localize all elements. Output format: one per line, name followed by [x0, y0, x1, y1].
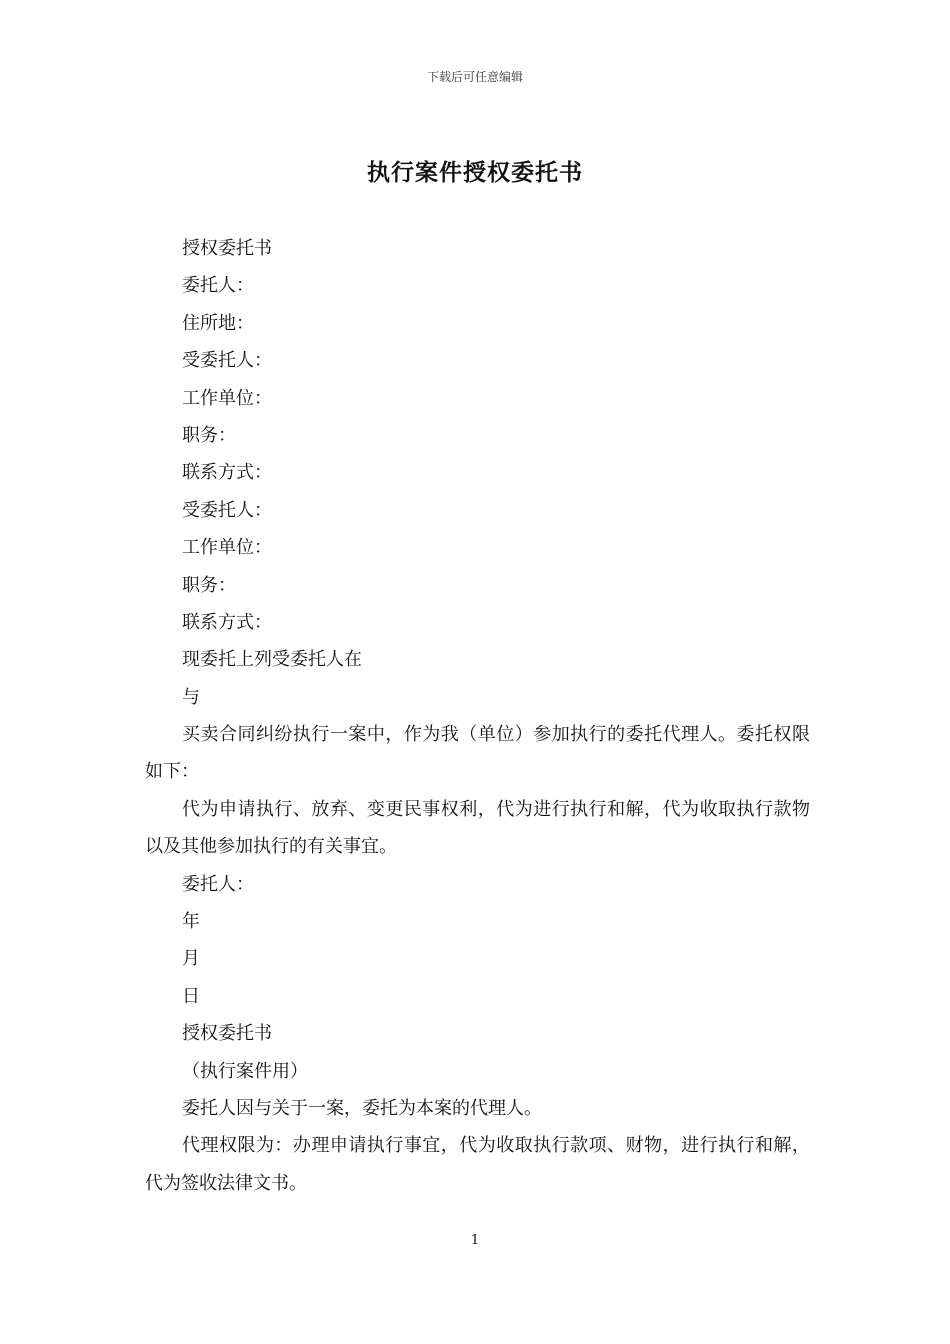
document-body [145, 230, 810, 1202]
address-line: 住所地： [182, 312, 254, 334]
position-line-2: 职务： [182, 574, 236, 596]
year-line: 年 [182, 911, 200, 933]
principal-line: 委托人： [182, 275, 254, 297]
day-line: 日 [182, 985, 200, 1007]
subtitle-line: 授权委托书 [182, 238, 272, 259]
principal-signature-line: 委托人： [182, 873, 254, 895]
agent-line-1: 受委托人： [182, 350, 272, 372]
entrust-line: 现委托上列受委托人在 [182, 649, 362, 671]
agency-authority-paragraph: 代理权限为：办理申请执行事宜，代为收取执行款项、财物，进行执行和解，代为签收法律文书。 [145, 1135, 810, 1194]
page-number: 1 [470, 1233, 480, 1248]
case-paragraph: 买卖合同纠纷执行一案中，作为我（单位）参加执行的委托代理人。委托权限如下： [145, 724, 810, 783]
employer-line-1: 工作单位： [182, 387, 272, 409]
document-title: 执行案件授权委托书 [367, 159, 583, 186]
contact-line-1: 联系方式： [182, 462, 272, 484]
agent-line-2: 受委托人： [182, 499, 272, 521]
second-subtitle-line: 授权委托书 [182, 1023, 272, 1045]
usage-note-line: （执行案件用） [182, 1060, 308, 1082]
header-note: 下载后可任意编辑 [426, 70, 523, 84]
authority-paragraph: 代为申请执行、放弃、变更民事权利，代为进行执行和解，代为收取执行款物以及其他参加执行的有关事宜。 [145, 798, 810, 858]
contact-line-2: 联系方式： [182, 611, 272, 633]
with-line: 与 [182, 686, 200, 708]
position-line-1: 职务： [182, 424, 236, 446]
month-line: 月 [182, 948, 200, 970]
employer-line-2: 工作单位： [182, 537, 272, 559]
principal-case-line: 委托人因与关于一案，委托为本案的代理人。 [182, 1098, 542, 1120]
